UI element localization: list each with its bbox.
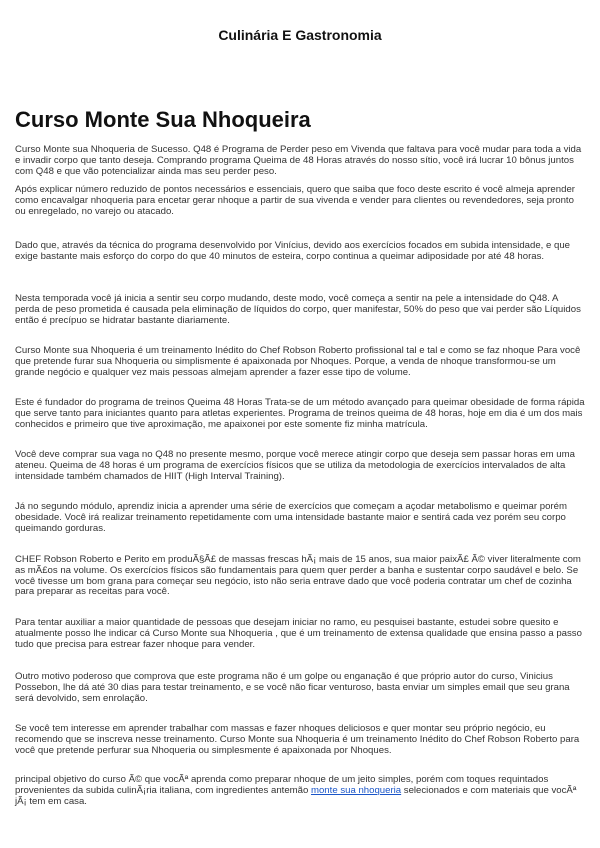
paragraph-2: Após explicar número reduzido de pontos necessários e essenciais, quero que saiba que foco deste escrito é você almeja aprender como encavalgar nhoqueria para encetar gerar nhoque a partir de sua vivenda e vender para clientes ou revendedores, seja pronto ou enregelado, no varejo ou atacado. — [15, 184, 575, 217]
article-title: Curso Monte Sua Nhoqueira — [15, 107, 311, 132]
paragraph-3: Dado que, através da técnica do programa desenvolvido por Vinícius, devido aos exercícios focados em subida intensidade, e que exige bastante mais esforço do corpo do que 40 minutos de esteira, corpo continua a queimar adiposidade por até 48 horas. — [15, 240, 571, 262]
paragraph-9: CHEF Robson Roberto e Perito em produÃ§Ã£ de massas frescas hÃ¡ mais de 15 anos, sua maior paixÃ£ Ã© viver literalmente com as mÃ£os na volume. Os exercícios físicos são fundamentais para quem quer perder a banha e sustentar corpo saudável e belo. Se você tivesse um bom grana para começar seu negócio, isto não seria entrave dado que você poderia contratar um chef de cozinha para preparar as receitas para você. — [15, 554, 581, 598]
paragraph-5: Curso Monte sua Nhoqueria é um treinamento Inédito do Chef Robson Roberto profissional tal e tal e como se faz nhoque Para você que pretende furar sua Nhoqueria ou simplismente é apaixonada por Nhoques. Porque, a venda de nhoque transformou-se um grande negócio e qualquer vez mais pessoas almejam aprender a fazer esse tipo de volume. — [15, 345, 581, 378]
paragraph-13 — [15, 775, 585, 807]
paragraph-7: Você deve comprar sua vaga no Q48 no presente mesmo, porque você merece atingir corpo que deseja sem passar horas em uma ateneu. Queima de 48 horas é um programa de exercícios físicos que se utiliza da metodologia de exercícios intervalados de alta intensidade também chamados de HIIT (High Interval Training). — [15, 449, 575, 482]
site-title: Culinária E Gastronomia — [218, 27, 382, 43]
paragraph-6: Este é fundador do programa de treinos Queima 48 Horas Trata-se de um método avançado para queimar obesidade de forma rápida que serve tanto para iniciantes quanto para atletas experientes. Programa de treinos queima de 48 horas, hoje em dia é um dos mais conhecidos e primeiro que tive aproximação, me apaixonei por este somente fiz minha matrícula. — [15, 397, 585, 430]
paragraph-13-text-start: principal objetivo do curso Ã© que vocÃª aprenda como preparar nhoque de um jeito simples, porém com toques requintados provenientes da subida culinÃ¡ria italiana, com ingredientes antemão — [15, 774, 549, 796]
paragraph-8: Já no segundo módulo, aprendiz inicia a aprender uma série de exercícios que começam a açodar metabolismo e queimar porém obesidade. Você irá realizar treinamento repetidamente com uma intensidade bastante maior e sentirá cada vez porém seu corpo queimando gorduras. — [15, 501, 567, 534]
paragraph-12: Se você tem interesse em aprender trabalhar com massas e fazer nhoques deliciosos e quer montar seu próprio negócio, eu recomendo que se inscreva nesse treinamento. Curso Monte sua Nhoqueria é um treinamento Inédito do Chef Robson Roberto para você que pretende perfurar sua Nhoqueria ou simplesmente é apaixonada por Nhoques. — [15, 723, 580, 756]
paragraph-11: Outro motivo poderoso que comprova que este programa não é um golpe ou enganação é que próprio autor do curso, Vinicius Possebon, lhe dá até 30 dias para testar treinamento, e se você não ficar venturoso, basta enviar um simples email que seu grana será devolvido, sem enrolação. — [15, 671, 570, 704]
paragraph-13-text-end: selecionados e com materiais que vocÃª jÃ¡ tem em casa. — [15, 784, 577, 807]
paragraph-4: Nesta temporada você já inicia a sentir seu corpo mudando, deste modo, você começa a sentir na pele a intensidade do Q48. A perda de peso prometida é causada pela eliminação de líquidos do corpo, quer manifestar, 50% do peso que vai perder são Líquidos então é precípuo se hidratar bastante diariamente. — [15, 293, 581, 326]
paragraph-10: Para tentar auxiliar a maior quantidade de pessoas que desejam iniciar no ramo, eu pesquisei bastante, estudei sobre quesito e atualmente posso lhe indicar cá Curso Monte sua Nhoqueria , que é um treinamento de extensa qualidade que ensina passo a passo tudo que precisa para estrear fazer nhoque para vender. — [15, 617, 582, 650]
paragraph-1: Curso Monte sua Nhoqueria de Sucesso. Q48 é Programa de Perder peso em Vivenda que faltava para você mudar para toda a vida e invadir corpo que tanto deseja. Comprando programa Queima de 48 Horas através do nosso sítio, você irá lucrar 10 bônus juntos com Q48 e que vão potencializar ainda mas seu perder peso. — [15, 144, 582, 177]
monte-sua-nhoqueria-link[interactable]: monte sua nhoqueria — [310, 784, 402, 796]
